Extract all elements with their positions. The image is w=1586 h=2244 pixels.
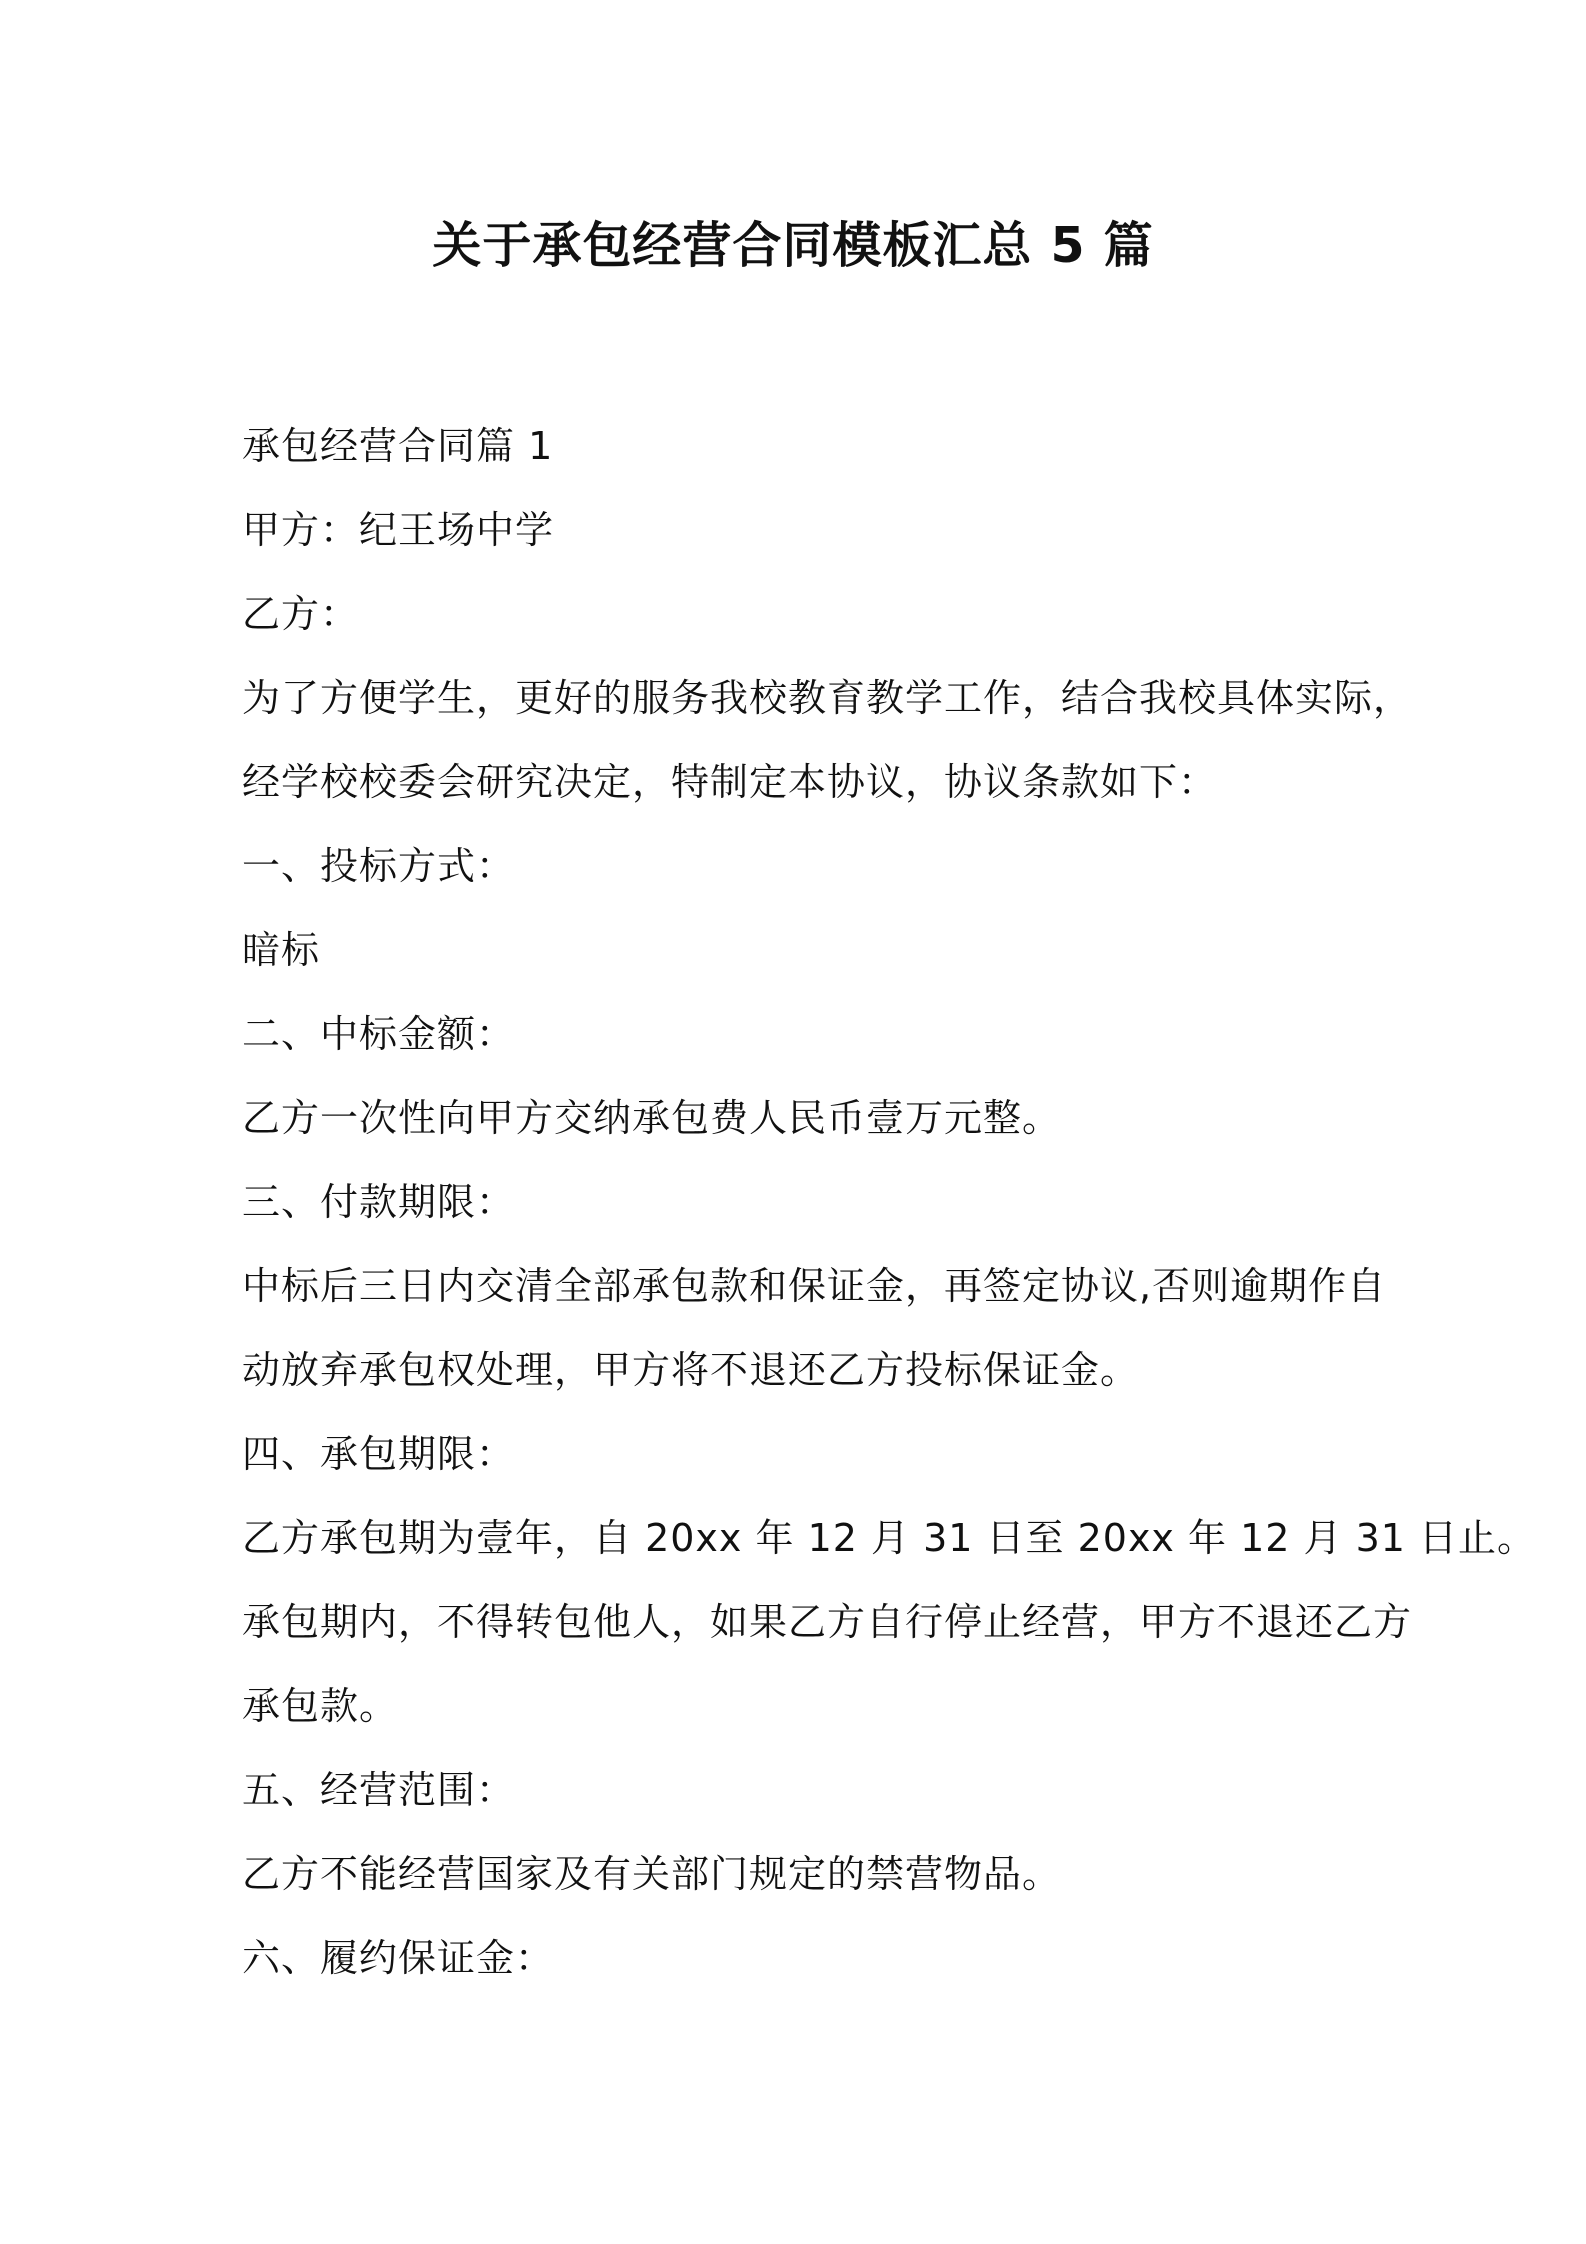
party-b-line: 乙方： [242, 592, 360, 636]
clause-3-heading: 三、付款期限： [242, 1180, 516, 1224]
intro-paragraph-line-2: 经学校校委会研究决定，特制定本协议，协议条款如下： [242, 760, 1218, 804]
clause-4-heading: 四、承包期限： [242, 1432, 516, 1476]
clause-1-text: 暗标 [242, 928, 321, 972]
clause-4-text-line-3: 承包款。 [242, 1684, 399, 1728]
document-body [242, 404, 1537, 2000]
clause-2-text: 乙方一次性向甲方交纳承包费人民币壹万元整。 [242, 1096, 1062, 1140]
section-heading-contract-1: 承包经营合同篇 1 [242, 424, 554, 468]
document-title: 关于承包经营合同模板汇总 5 篇 [432, 217, 1154, 274]
clause-2-heading: 二、中标金额： [242, 1012, 516, 1056]
clause-5-text: 乙方不能经营国家及有关部门规定的禁营物品。 [242, 1852, 1062, 1896]
clause-4-text-line-1: 乙方承包期为壹年，自 20xx 年 12 月 31 日至 20xx 年 12 月 31 日止。 [242, 1516, 1537, 1560]
clause-5-heading: 五、经营范围： [242, 1768, 516, 1812]
clause-4-text-line-2: 承包期内，不得转包他人，如果乙方自行停止经营，甲方不退还乙方 [242, 1600, 1413, 1644]
party-a-line: 甲方：纪王场中学 [242, 508, 555, 552]
clause-3-text-line-2: 动放弃承包权处理，甲方将不退还乙方投标保证金。 [242, 1348, 1140, 1392]
clause-1-heading: 一、投标方式： [242, 844, 516, 888]
clause-3-text-line-1: 中标后三日内交清全部承包款和保证金，再签定协议,否则逾期作自 [242, 1264, 1387, 1308]
clause-6-heading: 六、履约保证金： [242, 1936, 555, 1980]
intro-paragraph-line-1: 为了方便学生，更好的服务我校教育教学工作，结合我校具体实际， [242, 676, 1413, 720]
